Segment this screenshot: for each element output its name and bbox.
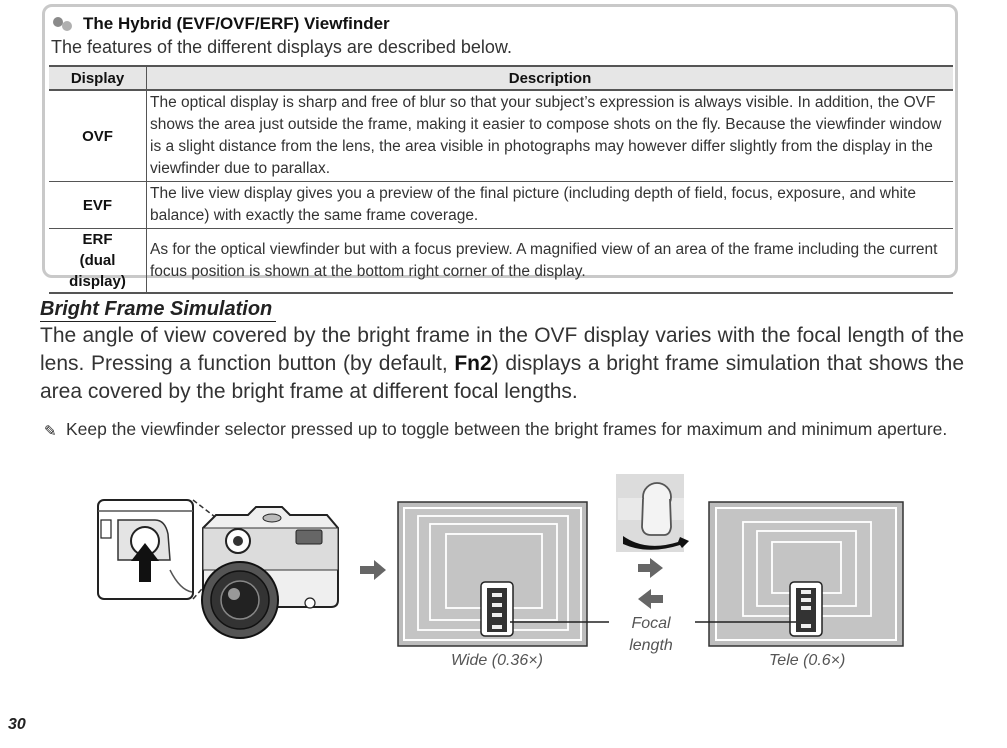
focal-length-label: [629, 613, 673, 657]
note-text: Keep the viewfinder selector pressed up to toggle between the bright frames for maximum and minimum aperture.: [66, 419, 948, 439]
note-item: [44, 417, 964, 441]
description-cell: The live view display gives you a preview of the final picture (including depth of field, focus, exposure, and white balance) with exactly the same frame coverage.: [147, 182, 954, 229]
viewfinder-selector-closeup: [98, 500, 193, 599]
wide-caption: Wide (0.36×): [451, 652, 543, 669]
viewfinder-info-box: [42, 4, 958, 290]
wide-frame-display: [398, 502, 587, 646]
arrow-right-icon: [360, 560, 386, 580]
fn2-button-label: Fn2: [454, 352, 492, 375]
display-cell-line: ERF: [82, 231, 113, 248]
column-header-display: Display: [49, 66, 147, 90]
bullet-dots-icon: [53, 16, 77, 32]
tele-caption: Tele (0.6×): [769, 652, 846, 669]
display-cell: EVF: [49, 182, 147, 229]
description-cell: The optical display is sharp and free of blur so that your subject’s expression is always visible. In addition, the OVF shows the area just outside the frame, making it easier to compose shots on the fly. Because the viewfinder window is a slight distance from the lens, the area visible in photographs may however differ slightly from the display in the viewfinder due to parallax.: [147, 90, 954, 182]
paragraph-text: The angle of view covered by the bright frame in the OVF display varies with the focal length of the lens. Pressing a function button (by default,: [40, 324, 964, 375]
table-row: [49, 182, 953, 229]
paragraph-text: ) displays a bright frame simulation that shows the area covered by the bright frame at different focal lengths.: [40, 352, 965, 403]
section-title: Bright Frame Simulation: [40, 297, 276, 322]
page-number: 30: [8, 716, 26, 733]
focal-label-line: Focal: [631, 615, 671, 632]
viewfinder-selector-lever: [616, 474, 689, 552]
info-box-subtitle: The features of the different displays are described below.: [51, 37, 512, 57]
display-features-table: [49, 65, 953, 294]
section-paragraph: [40, 322, 964, 406]
pencil-note-icon: ✎: [44, 423, 57, 440]
description-cell: As for the optical viewfinder but with a focus preview. A magnified view of an area of the frame including the current focus position is shown at the bottom right corner of the display.: [147, 229, 954, 294]
tele-frame-display: [709, 502, 903, 646]
arrow-left-icon: [638, 589, 663, 609]
table-row: [49, 229, 953, 294]
bright-frame-illustration: [0, 468, 1007, 713]
display-cell: OVF: [49, 90, 147, 182]
info-box-title: The Hybrid (EVF/OVF/ERF) Viewfinder: [53, 13, 390, 35]
column-header-description: Description: [147, 66, 954, 90]
table-row: [49, 90, 953, 182]
camera-illustration: [202, 507, 338, 638]
focal-label-line: length: [629, 637, 673, 654]
display-cell-line: (dual display): [69, 252, 126, 290]
display-cell: [49, 229, 147, 294]
arrow-right-icon: [638, 558, 663, 578]
